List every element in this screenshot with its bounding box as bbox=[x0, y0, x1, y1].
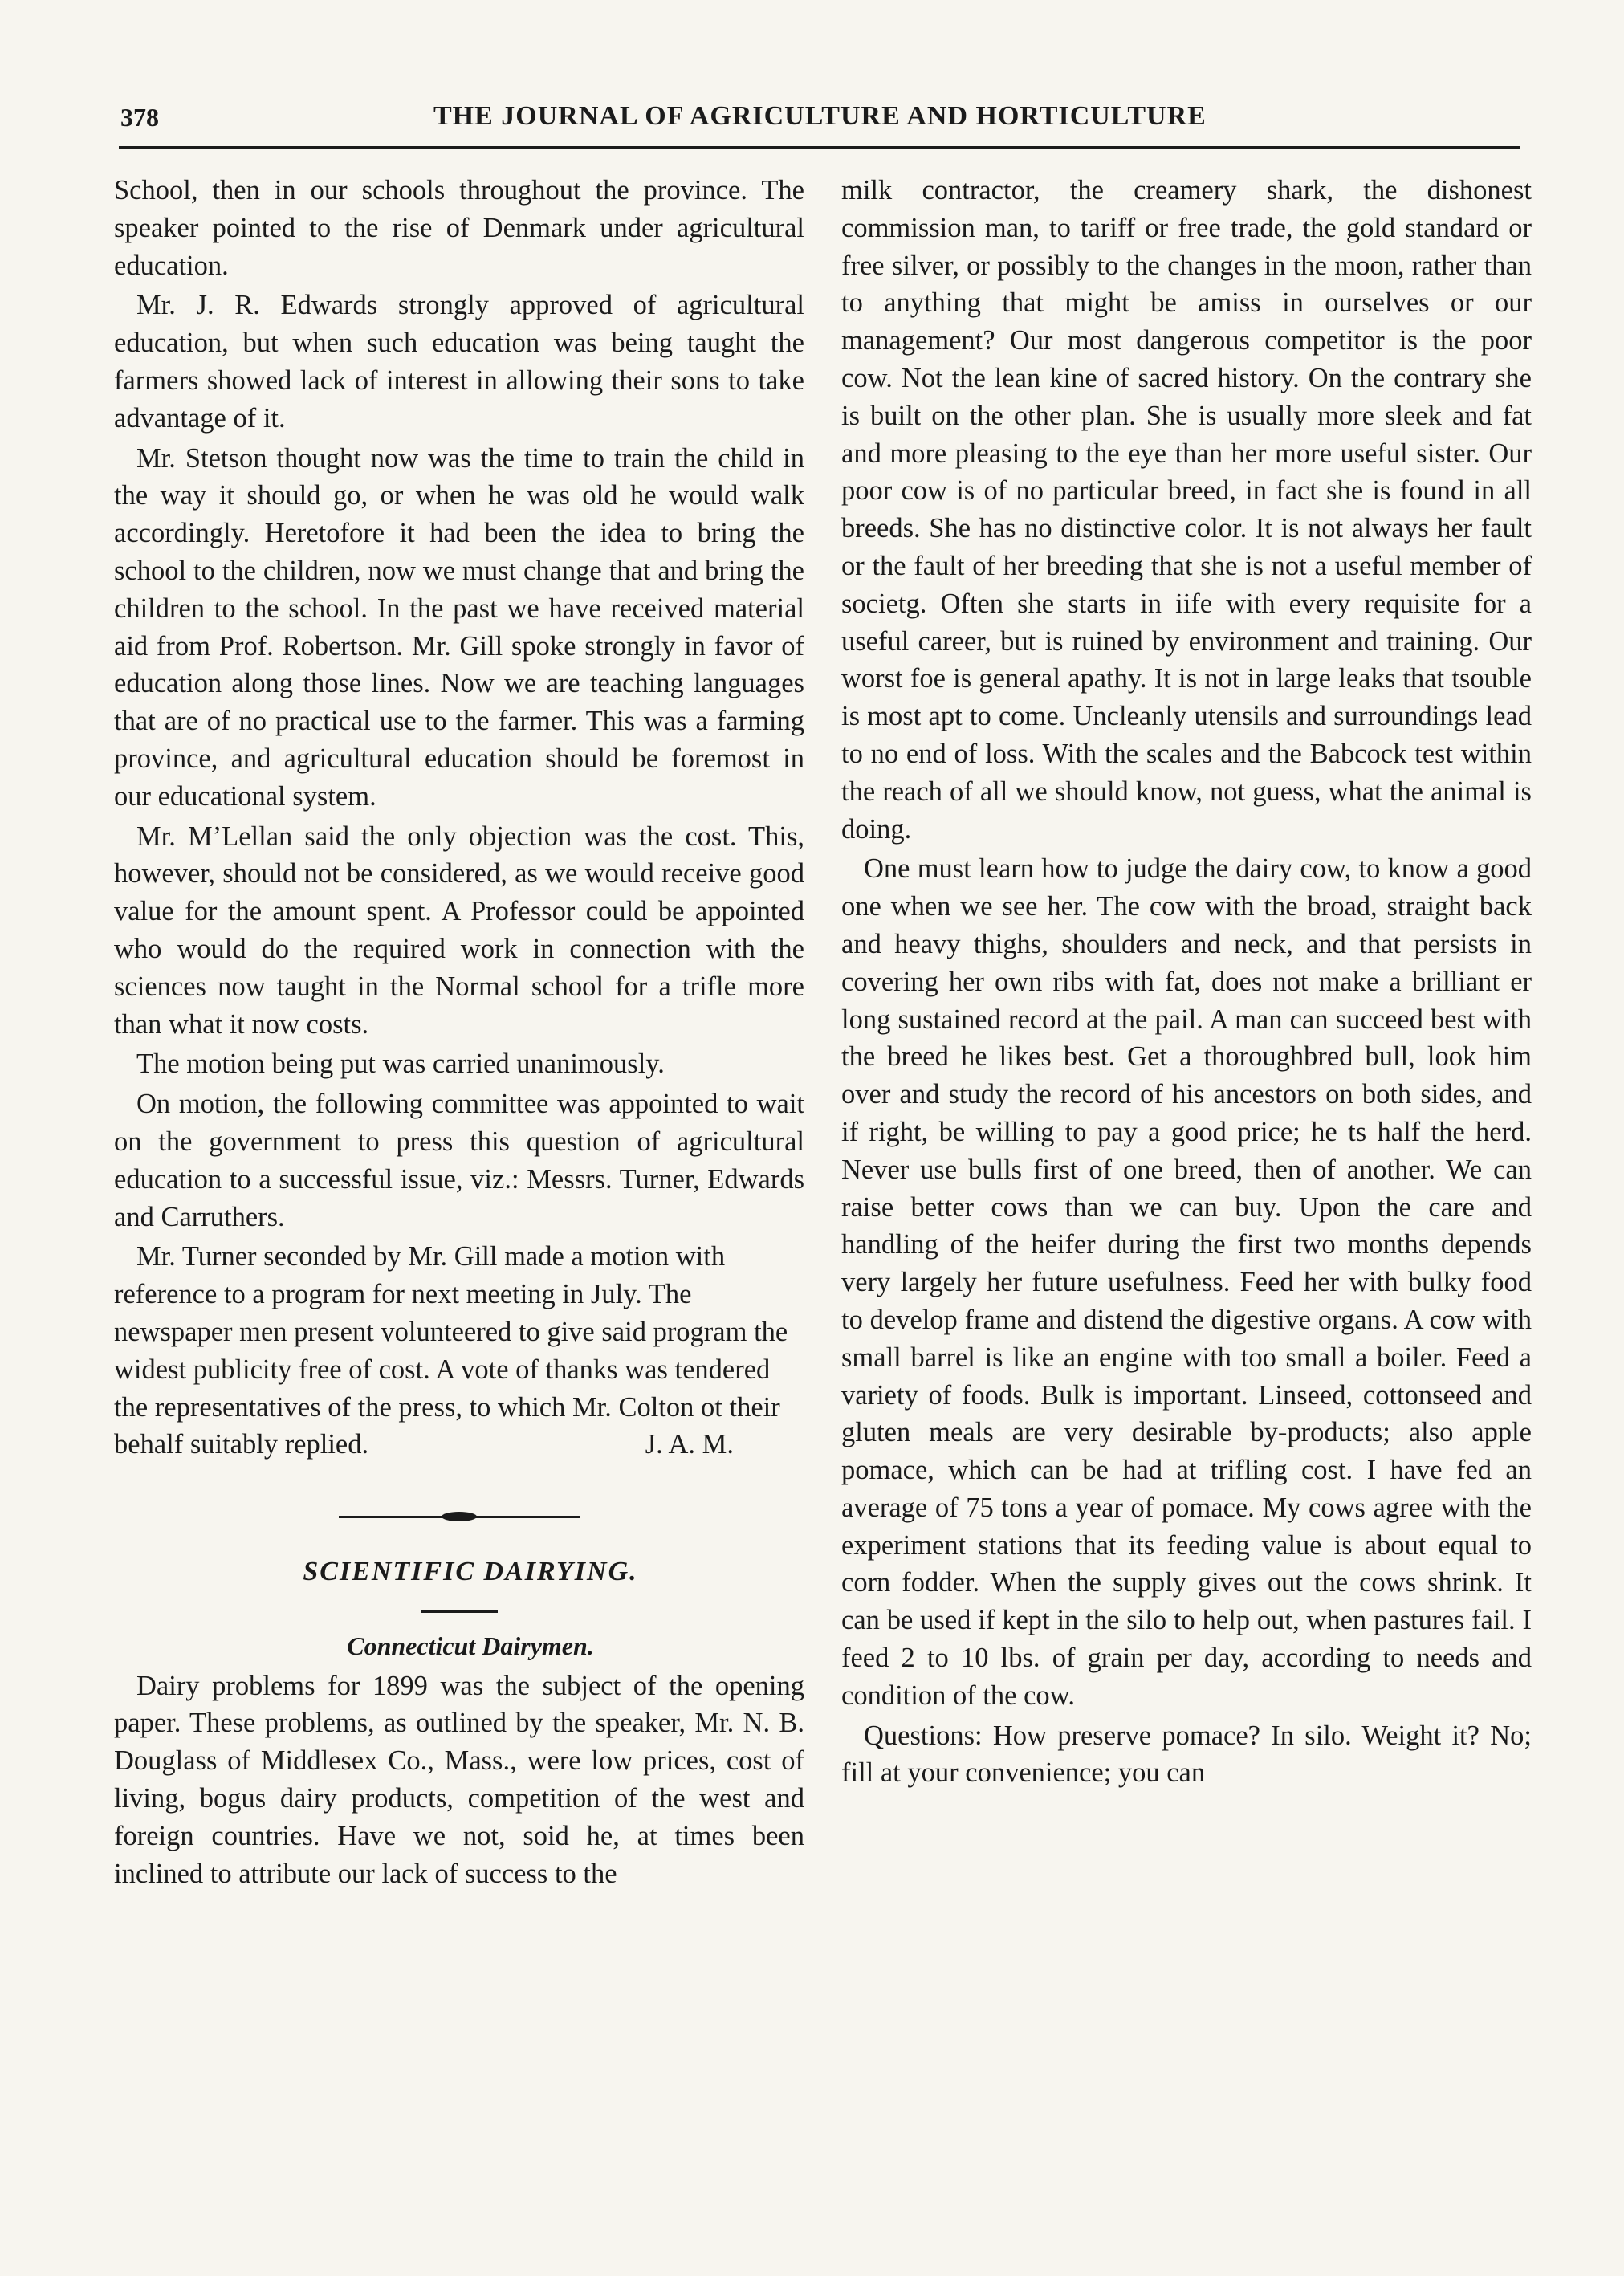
paragraph: Dairy problems for 1899 was the subject of the opening paper. These problems, as outlined by the speaker, Mr. N. B. Douglass of Middlesex Co., Mass., were low prices, cost of living, bogus dairy products, competition of the west and foreign countries. Have we not, soid he, at times been inclined to attribute our lack of success to the bbox=[114, 1670, 804, 1889]
paragraph-with-signature bbox=[114, 1238, 804, 1464]
paragraph-text: Mr. Turner seconded by Mr. Gill made a motion with reference to a program for next meeting in July. The newspaper men present volunteered to give said program the widest publicity free of cost. A vote of thanks was tendered the representatives of the press, to which Mr. Colton ot their behalf suitably replied. bbox=[114, 1241, 788, 1460]
signature: J. A. M. bbox=[645, 1429, 734, 1460]
paragraph: Mr. M’Lellan said the only objection was the cost. This, however, should not be considered, as we would receive good value for the amount spent. A Professor could be appointed who would do the required work in connection with the sciences now taught in the Normal school for a trifle more than what it now costs. bbox=[114, 820, 804, 1040]
paragraph: Mr. J. R. Edwards strongly approved of agricultural education, but when such education was being taught the farmers showed lack of interest in allowing their sons to take advantage of it. bbox=[114, 290, 804, 434]
left-column bbox=[114, 172, 804, 1892]
paragraph: Mr. Stetson thought now was the time to train the child in the way it should go, or when he was old he would walk accordingly. Heretofore it had been the idea to bring the school to the children, now we must change that and bring the children to the school. In the past we have received material aid from Prof. Robertson. Mr. Gill spoke strongly in favor of education along those lines. Now we are teaching languages that are of no practical use to the farmer. This was a farming province, and agricultural education should be foremost in our educational system. bbox=[114, 442, 804, 812]
paragraph: One must learn how to judge the dairy cow, to know a good one when we see her. The cow with the broad, straight back and heavy thighs, shoulders and neck, and that persists in covering her own ribs with fat, does not make a brilliant er long sustained record at the pail. A man can succeed best with the breed he likes best. Get a thoroughbred bull, look him over and study the record of his ancestors on both sides, and if right, be willing to pay a good price; he ts half the herd. Never use bulls first of one breed, then of another. We can raise better cows than we can buy. Upon the care and handling of the heifer during the first two months depends very largely her future usefulness. Feed her with bulky food to develop frame and distend the digestive organs. A cow with small barrel is like an engine with too small a boiler. Feed a variety of foods. Bulk is important. Linseed, cottonseed and gluten meals are very desirable by-products; also apple pomace, which can be had at trifling cost. I have fed an average of 75 tons a year of pomace. My cows agree with the experiment stations that its feeding value is about equal to corn fodder. When the supply gives out the cows shrink. It can be used if kept in the silo to help out, when pastures fail. I feed 2 to 10 lbs. of grain per day, according to needs and condition of the cow. bbox=[841, 853, 1532, 1711]
page-number: 378 bbox=[120, 103, 159, 132]
paragraph: School, then in our schools throughout the province. The speaker pointed to the rise of Denmark under agricultural education. bbox=[114, 175, 804, 281]
paragraph: On motion, the following committee was appointed to wait on the government to press this question of agricultural education to a successful issue, viz.: Messrs. Turner, Edwards and Carruthers. bbox=[114, 1089, 804, 1232]
ornamental-divider bbox=[339, 1507, 580, 1526]
paragraph: The motion being put was carried unanimously. bbox=[136, 1048, 665, 1080]
title-rule bbox=[421, 1610, 498, 1613]
right-column bbox=[841, 172, 1532, 1792]
paragraph: milk contractor, the creamery shark, the dishonest commission man, to tariff or free trade, the gold standard or free silver, or possibly to the changes in the moon, rather than to anything that might be amiss in ourselves or our management? Our most dangerous competitor is the poor cow. Not the lean kine of sacred history. On the contrary she is built on the other plan. She is usually more sleek and fat and more pleasing to the eye than her more useful sister. Our poor cow is of no particular breed, in fact she is found in all breeds. She has no distinctive color. It is not always her fault or the fault of her breeding that she is not a useful member of societg. Often she starts in iife with every requisite for a useful career, but is ruined by environment and training. Our worst foe is general apathy. It is not in large leaks that tsouble is most apt to come. Uncleanly utensils and surroundings lead to no end of loss. With the scales and the Babcock test within the reach of all we should know, not guess, what the animal is doing. bbox=[841, 175, 1532, 845]
section-subtitle: Connecticut Dairymen. bbox=[347, 1631, 594, 1660]
section-title: SCIENTIFIC DAIRYING. bbox=[303, 1557, 638, 1587]
paragraph: Questions: How preserve pomace? In silo. Weight it? No; fill at your convenience; you can bbox=[841, 1720, 1532, 1789]
running-head: THE JOURNAL OF AGRICULTURE AND HORTICULTURE bbox=[433, 101, 1207, 131]
header-rule bbox=[119, 146, 1520, 149]
